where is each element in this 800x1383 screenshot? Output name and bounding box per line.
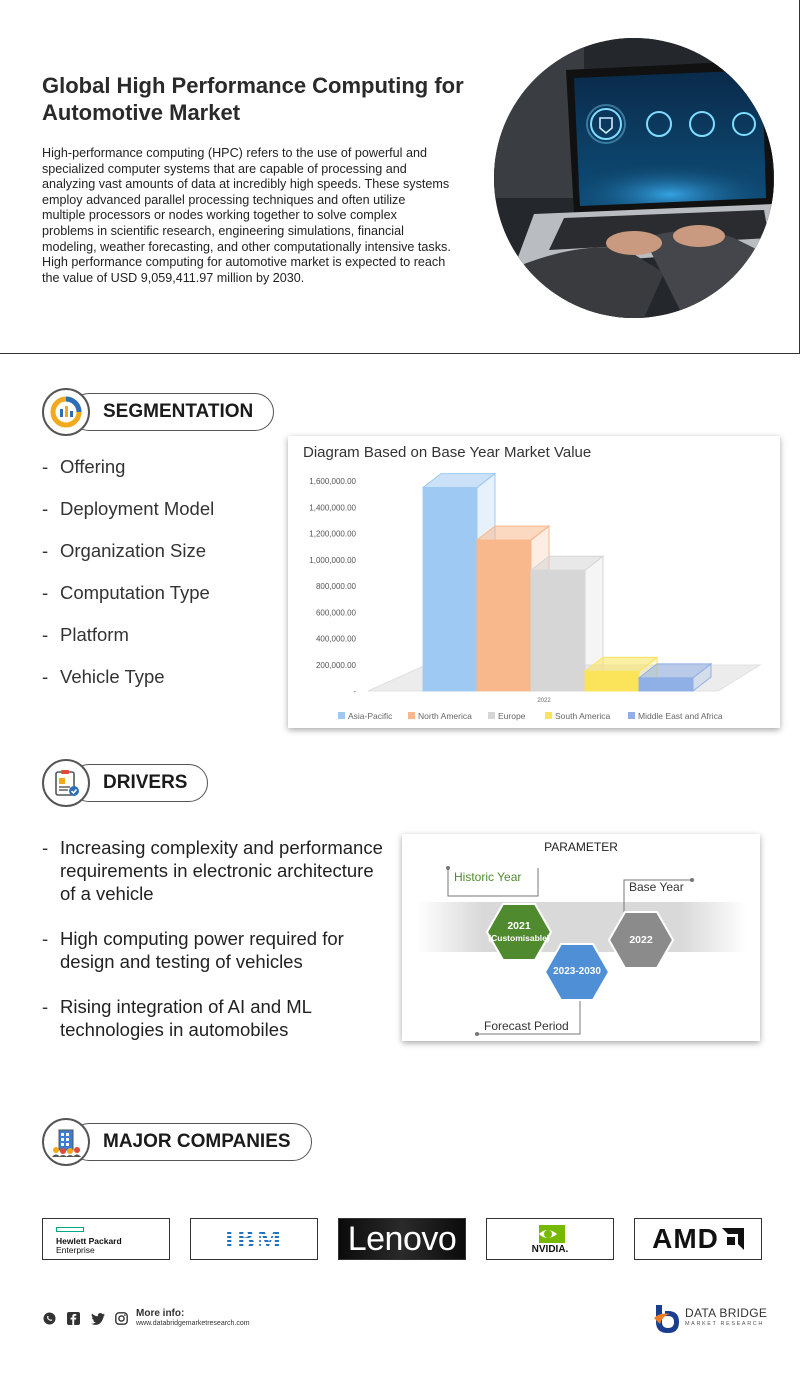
nvidia-eye-icon: [535, 1224, 565, 1244]
ibm-wordmark: IBM: [224, 1223, 284, 1254]
list-item: [42, 927, 392, 973]
driver-text: High computing power required for design and testing of vehicles: [60, 928, 344, 972]
segment-label: Deployment Model: [60, 498, 215, 519]
list-item: [42, 666, 214, 708]
bullet-dash: -: [42, 540, 49, 561]
legend-swatch: [408, 712, 415, 719]
social-icons: [42, 1311, 129, 1326]
y-tick-label: 800,000.00: [315, 582, 356, 591]
historic-year-value: 2021: [507, 920, 531, 932]
base-year-label: Base Year: [629, 880, 684, 894]
x-tick-label: 2022: [537, 698, 551, 704]
nvidia-wordmark: NVIDIA.: [531, 1243, 569, 1255]
legend-label: South America: [555, 711, 611, 721]
section-title: SEGMENTATION: [70, 393, 274, 431]
office-building-icon: [42, 1118, 90, 1166]
bullet-dash: -: [42, 498, 49, 519]
legend-swatch: [338, 712, 345, 719]
more-info-label: More info:: [136, 1308, 185, 1319]
list-item: [42, 624, 214, 666]
y-tick-label: 1,400,000.00: [309, 503, 356, 513]
data-bridge-logo-icon: [652, 1302, 682, 1336]
ibm-logo: [190, 1218, 318, 1260]
legend-label: Europe: [498, 711, 526, 721]
brand-name: DATA BRIDGE: [685, 1306, 768, 1320]
forecast-period-value: 2023-2030: [553, 966, 601, 977]
amd-logo: [634, 1218, 762, 1260]
y-tick-label: 200,000.00: [315, 660, 356, 670]
bar: [531, 570, 585, 691]
hpe-name: Hewlett Packard: [56, 1236, 122, 1246]
nvidia-logo: [486, 1218, 614, 1260]
segment-label: Organization Size: [60, 540, 207, 561]
y-tick-label: 600,000.00: [315, 608, 356, 618]
bar: [585, 671, 639, 691]
y-tick-label: 1,000,000.00: [309, 555, 356, 565]
list-item: [42, 582, 214, 624]
y-tick-label: 400,000.00: [315, 634, 356, 644]
lenovo-wordmark: Lenovo: [347, 1219, 457, 1258]
y-tick-label: 1,600,000.00: [309, 477, 356, 486]
historic-year-note: (Customisable): [488, 933, 550, 943]
y-tick-label: -: [353, 687, 356, 696]
market-description: High-performance computing (HPC) refers to the use of powerful and specialized computer systems that are capable of processing and analyzing vast amounts of data at incredibly high speeds. These systems employ advanced parallel processing techniques and often utilize multiple processors or nodes working together to solve complex problems in scientific research, engineering simulations, financial modeling, weather forecasting, and other computationally intensive tasks. High performance computing for automotive market is expected to reach the value of USD 9,059,411.97 million by 2030.: [42, 146, 451, 285]
historic-year-label: Historic Year: [454, 870, 522, 884]
facebook-icon[interactable]: [66, 1311, 81, 1326]
amd-arrow-icon: [722, 1228, 744, 1250]
legend-label: Middle East and Africa: [638, 711, 723, 721]
pie-chart-icon: [42, 388, 90, 436]
bullet-dash: -: [42, 582, 49, 603]
legend-swatch: [628, 712, 635, 719]
bullet-dash: -: [42, 666, 49, 687]
bullet-dash: -: [42, 996, 49, 1017]
chart-canvas: [288, 436, 780, 728]
chart-title: Diagram Based on Base Year Market Value: [303, 444, 592, 461]
segment-label: Platform: [60, 624, 129, 645]
segment-label: Computation Type: [60, 582, 210, 603]
segment-label: Vehicle Type: [60, 666, 165, 687]
base-year-value: 2022: [629, 934, 653, 946]
legend-label: North America: [418, 711, 472, 721]
bar: [423, 488, 477, 691]
clipboard-check-icon: [42, 759, 90, 807]
brand-subtitle: MARKET RESEARCH: [685, 1321, 764, 1327]
drivers-list: [42, 836, 392, 1063]
parameter-diagram: [402, 834, 760, 1041]
section-title: MAJOR COMPANIES: [70, 1123, 312, 1161]
bar: [639, 678, 693, 691]
hpe-logo: [42, 1218, 170, 1260]
hpe-subname: Enterprise: [56, 1245, 95, 1255]
hpe-rectangle-icon: [56, 1227, 84, 1232]
bar: [477, 540, 531, 691]
legend-swatch: [545, 712, 552, 719]
hero-section: [0, 0, 800, 354]
driver-text: Rising integration of AI and ML technologies in automobiles: [60, 996, 312, 1040]
laptop-photo: [494, 38, 774, 318]
whatsapp-icon[interactable]: [42, 1311, 57, 1326]
driver-text: Increasing complexity and performance requirements in electronic architecture of a vehicle: [60, 837, 383, 904]
legend-swatch: [488, 712, 495, 719]
bullet-dash: -: [42, 624, 49, 645]
bullet-dash: -: [42, 456, 49, 477]
list-item: [42, 498, 214, 540]
bullet-dash: -: [42, 837, 49, 858]
brand-logo: [652, 1302, 768, 1336]
legend-label: Asia-Pacific: [348, 711, 393, 721]
parameter-title: PARAMETER: [544, 840, 618, 854]
list-item: [42, 995, 392, 1041]
list-item: [42, 540, 214, 582]
y-tick-label: 1,200,000.00: [309, 529, 356, 539]
page-title: Global High Performance Computing for Automotive Market: [42, 73, 464, 125]
lenovo-logo: [338, 1218, 466, 1260]
segment-label: Offering: [60, 456, 126, 477]
website-link[interactable]: www.databridgemarketresearch.com: [136, 1320, 250, 1327]
bullet-dash: -: [42, 928, 49, 949]
list-item: [42, 456, 214, 498]
list-item: [42, 836, 392, 905]
twitter-icon[interactable]: [90, 1311, 105, 1326]
amd-wordmark: AMD: [652, 1223, 719, 1254]
segmentation-list: [42, 456, 214, 708]
instagram-icon[interactable]: [114, 1311, 129, 1326]
section-title: DRIVERS: [70, 764, 208, 802]
forecast-period-label: Forecast Period: [484, 1019, 569, 1033]
market-value-chart: [288, 436, 780, 728]
